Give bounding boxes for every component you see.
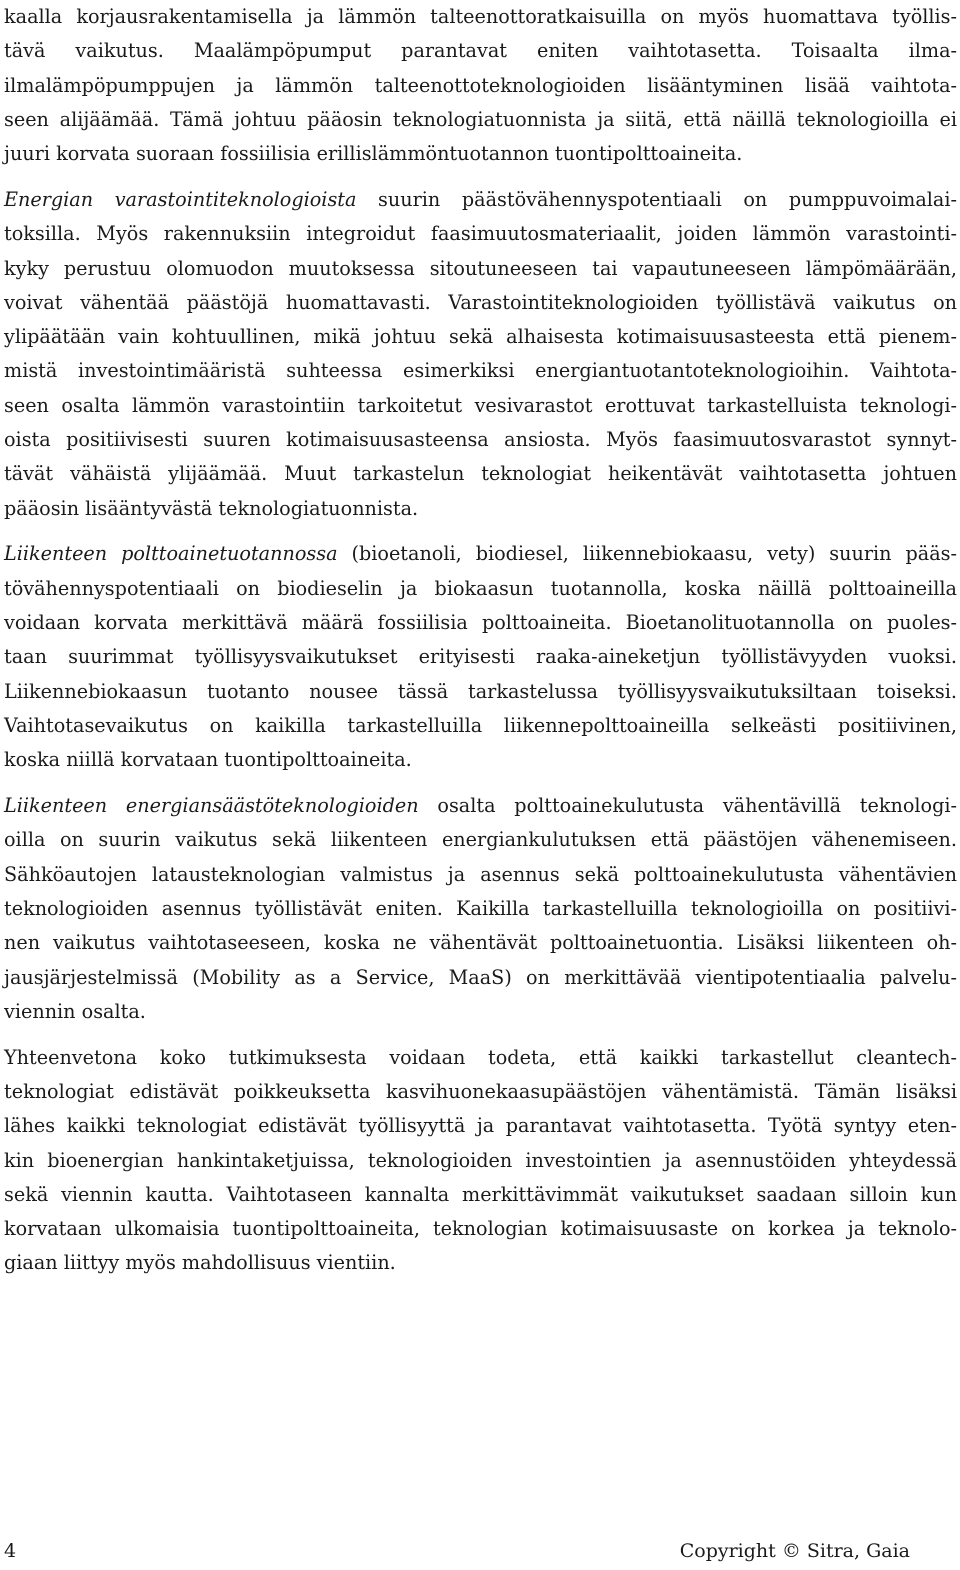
text-line: seen alijäämää. Tämä johtuu pääosin teknologiatuonnista ja siitä, että näillä teknologioilla ei: [4, 107, 957, 131]
text-line: teknologioiden asennus työllistävät eniten. Kaikilla tarkastelluilla teknologioilla on positiivi-: [4, 896, 957, 920]
text-line: viennin osalta.: [4, 999, 146, 1023]
text-line: seen osalta lämmön varastointiin tarkoitetut vesivarastot erottuvat tarkastelluista teknologi-: [4, 393, 957, 417]
text-line: kyky perustuu olomuodon muutoksessa sitoutuneeseen tai vapautuneeseen lämpömäärään,: [4, 256, 957, 280]
paragraph-transport-fuels: [4, 537, 957, 777]
paragraph-energy-storage: [4, 183, 957, 526]
text-line: Sähköautojen latausteknologian valmistus ja asennus sekä polttoainekulutusta vähentävien: [4, 862, 957, 886]
text-line: kin bioenergian hankintaketjuissa, teknologioiden investointien ja asennustöiden yhteydessä: [4, 1148, 957, 1172]
text-line: ylipäätään vain kohtuullinen, mikä johtuu sekä alhaisesta kotimaisuusasteesta että pienem-: [4, 325, 957, 349]
text-line: [4, 537, 957, 571]
text-line: kaalla korjausrakentamisella ja lämmön talteenottoratkaisuilla on myös huomattava työllis-: [4, 5, 957, 28]
text-line: pääosin lisääntyvästä teknologiatuonnista.: [4, 496, 419, 520]
lead-line-rest: (bioetanoli, biodiesel, liikennebiokaasu, vety) suurin pääs-: [337, 542, 957, 566]
section-lead-term: Liikenteen energiansäästöteknologioiden: [4, 794, 419, 818]
text-line: voivat vähentää päästöjä huomattavasti. Varastointiteknologioiden työllistävä vaikutus on: [4, 290, 957, 314]
text-line: korvataan ulkomaisia tuontipolttoaineita, teknologian kotimaisuusaste on korkea ja teknolo-: [4, 1217, 957, 1241]
text-line: lähes kaikki teknologiat edistävät työllisyyttä ja parantavat vaihtotasetta. Työtä syntyy eten-: [4, 1114, 957, 1138]
text-line: jausjärjestelmissä (Mobility as a Service, MaaS) on merkittävää vientipotentiaalia palvelu-: [4, 965, 957, 989]
text-line: oilla on suurin vaikutus sekä liikenteen energiankulutuksen että päästöjen vähenemiseen.: [4, 828, 957, 852]
paragraph-transport-efficiency: [4, 789, 957, 1029]
text-line: sekä viennin kautta. Vaihtotaseen kannalta merkittävimmät vaikutukset saadaan silloin kun: [4, 1182, 957, 1206]
text-line: giaan liittyy myös mahdollisuus vientiin.: [4, 1251, 396, 1275]
paragraph-summary: [4, 1041, 957, 1281]
text-line: [4, 183, 957, 217]
text-line: juuri korvata suoraan fossiilisia erillislämmöntuotannon tuontipolttoaineita.: [4, 142, 743, 166]
text-line: Yhteenvetona koko tutkimuksesta voidaan todeta, että kaikki tarkastellut cleantech-: [4, 1045, 957, 1069]
text-line: Vaihtotasevaikutus on kaikilla tarkastelluilla liikennepolttoaineilla selkeästi positiivinen,: [4, 713, 957, 737]
text-line: tävä vaikutus. Maalämpöpumput parantavat eniten vaihtotasetta. Toisaalta ilma-: [4, 39, 957, 63]
lead-line-rest: osalta polttoainekulutusta vähentävillä teknologi-: [418, 794, 958, 818]
text-line: voidaan korvata merkittävä määrä fossiilisia polttoaineita. Bioetanolituotannolla on puoles-: [4, 611, 957, 635]
page-number: 4: [4, 1540, 17, 1562]
footer-copyright: Copyright © Sitra, Gaia: [679, 1540, 910, 1562]
text-line: tävät vähäistä ylijäämää. Muut tarkastelun teknologiat heikentävät vaihtotasetta johtuen: [4, 462, 957, 486]
text-line: taan suurimmat työllisyysvaikutukset erityisesti raaka-aineketjun työllistävyyden vuoksi.: [4, 645, 957, 669]
text-line: ilmalämpöpumppujen ja lämmön talteenottoteknologioiden lisääntyminen lisää vaihtota-: [4, 73, 957, 97]
text-line: oista positiivisesti suuren kotimaisuusasteensa ansiosta. Myös faasimuutosvarastot synnyt-: [4, 428, 957, 452]
paragraph-heating-technologies: [4, 0, 957, 171]
section-lead-term: Energian varastointiteknologioista: [4, 187, 357, 211]
text-line: koska niillä korvataan tuontipolttoaineita.: [4, 748, 412, 772]
text-line: toksilla. Myös rakennuksiin integroidut faasimuutosmateriaalit, joiden lämmön varastointi-: [4, 222, 957, 246]
text-line: teknologiat edistävät poikkeuksetta kasvihuonekaasupäästöjen vähentämistä. Tämän lisäksi: [4, 1079, 957, 1103]
text-line: nen vaikutus vaihtotaseeseen, koska ne vähentävät polttoainetuontia. Lisäksi liikenteen oh-: [4, 931, 957, 955]
text-line: mistä investointimääristä suhteessa esimerkiksi energiantuotantoteknologioihin. Vaihtota-: [4, 359, 957, 383]
lead-line-rest: suurin päästövähennyspotentiaali on pumppuvoimalai-: [356, 187, 957, 211]
section-lead-term: Liikenteen polttoainetuotannossa: [4, 542, 338, 566]
document-body: [4, 0, 957, 1281]
text-line: tövähennyspotentiaali on biodieselin ja biokaasun tuotannolla, koska näillä polttoaineilla: [4, 576, 957, 600]
text-line: [4, 789, 957, 823]
text-line: Liikennebiokaasun tuotanto nousee tässä tarkastelussa työllisyysvaikutuksiltaan toiseksi.: [4, 679, 957, 703]
